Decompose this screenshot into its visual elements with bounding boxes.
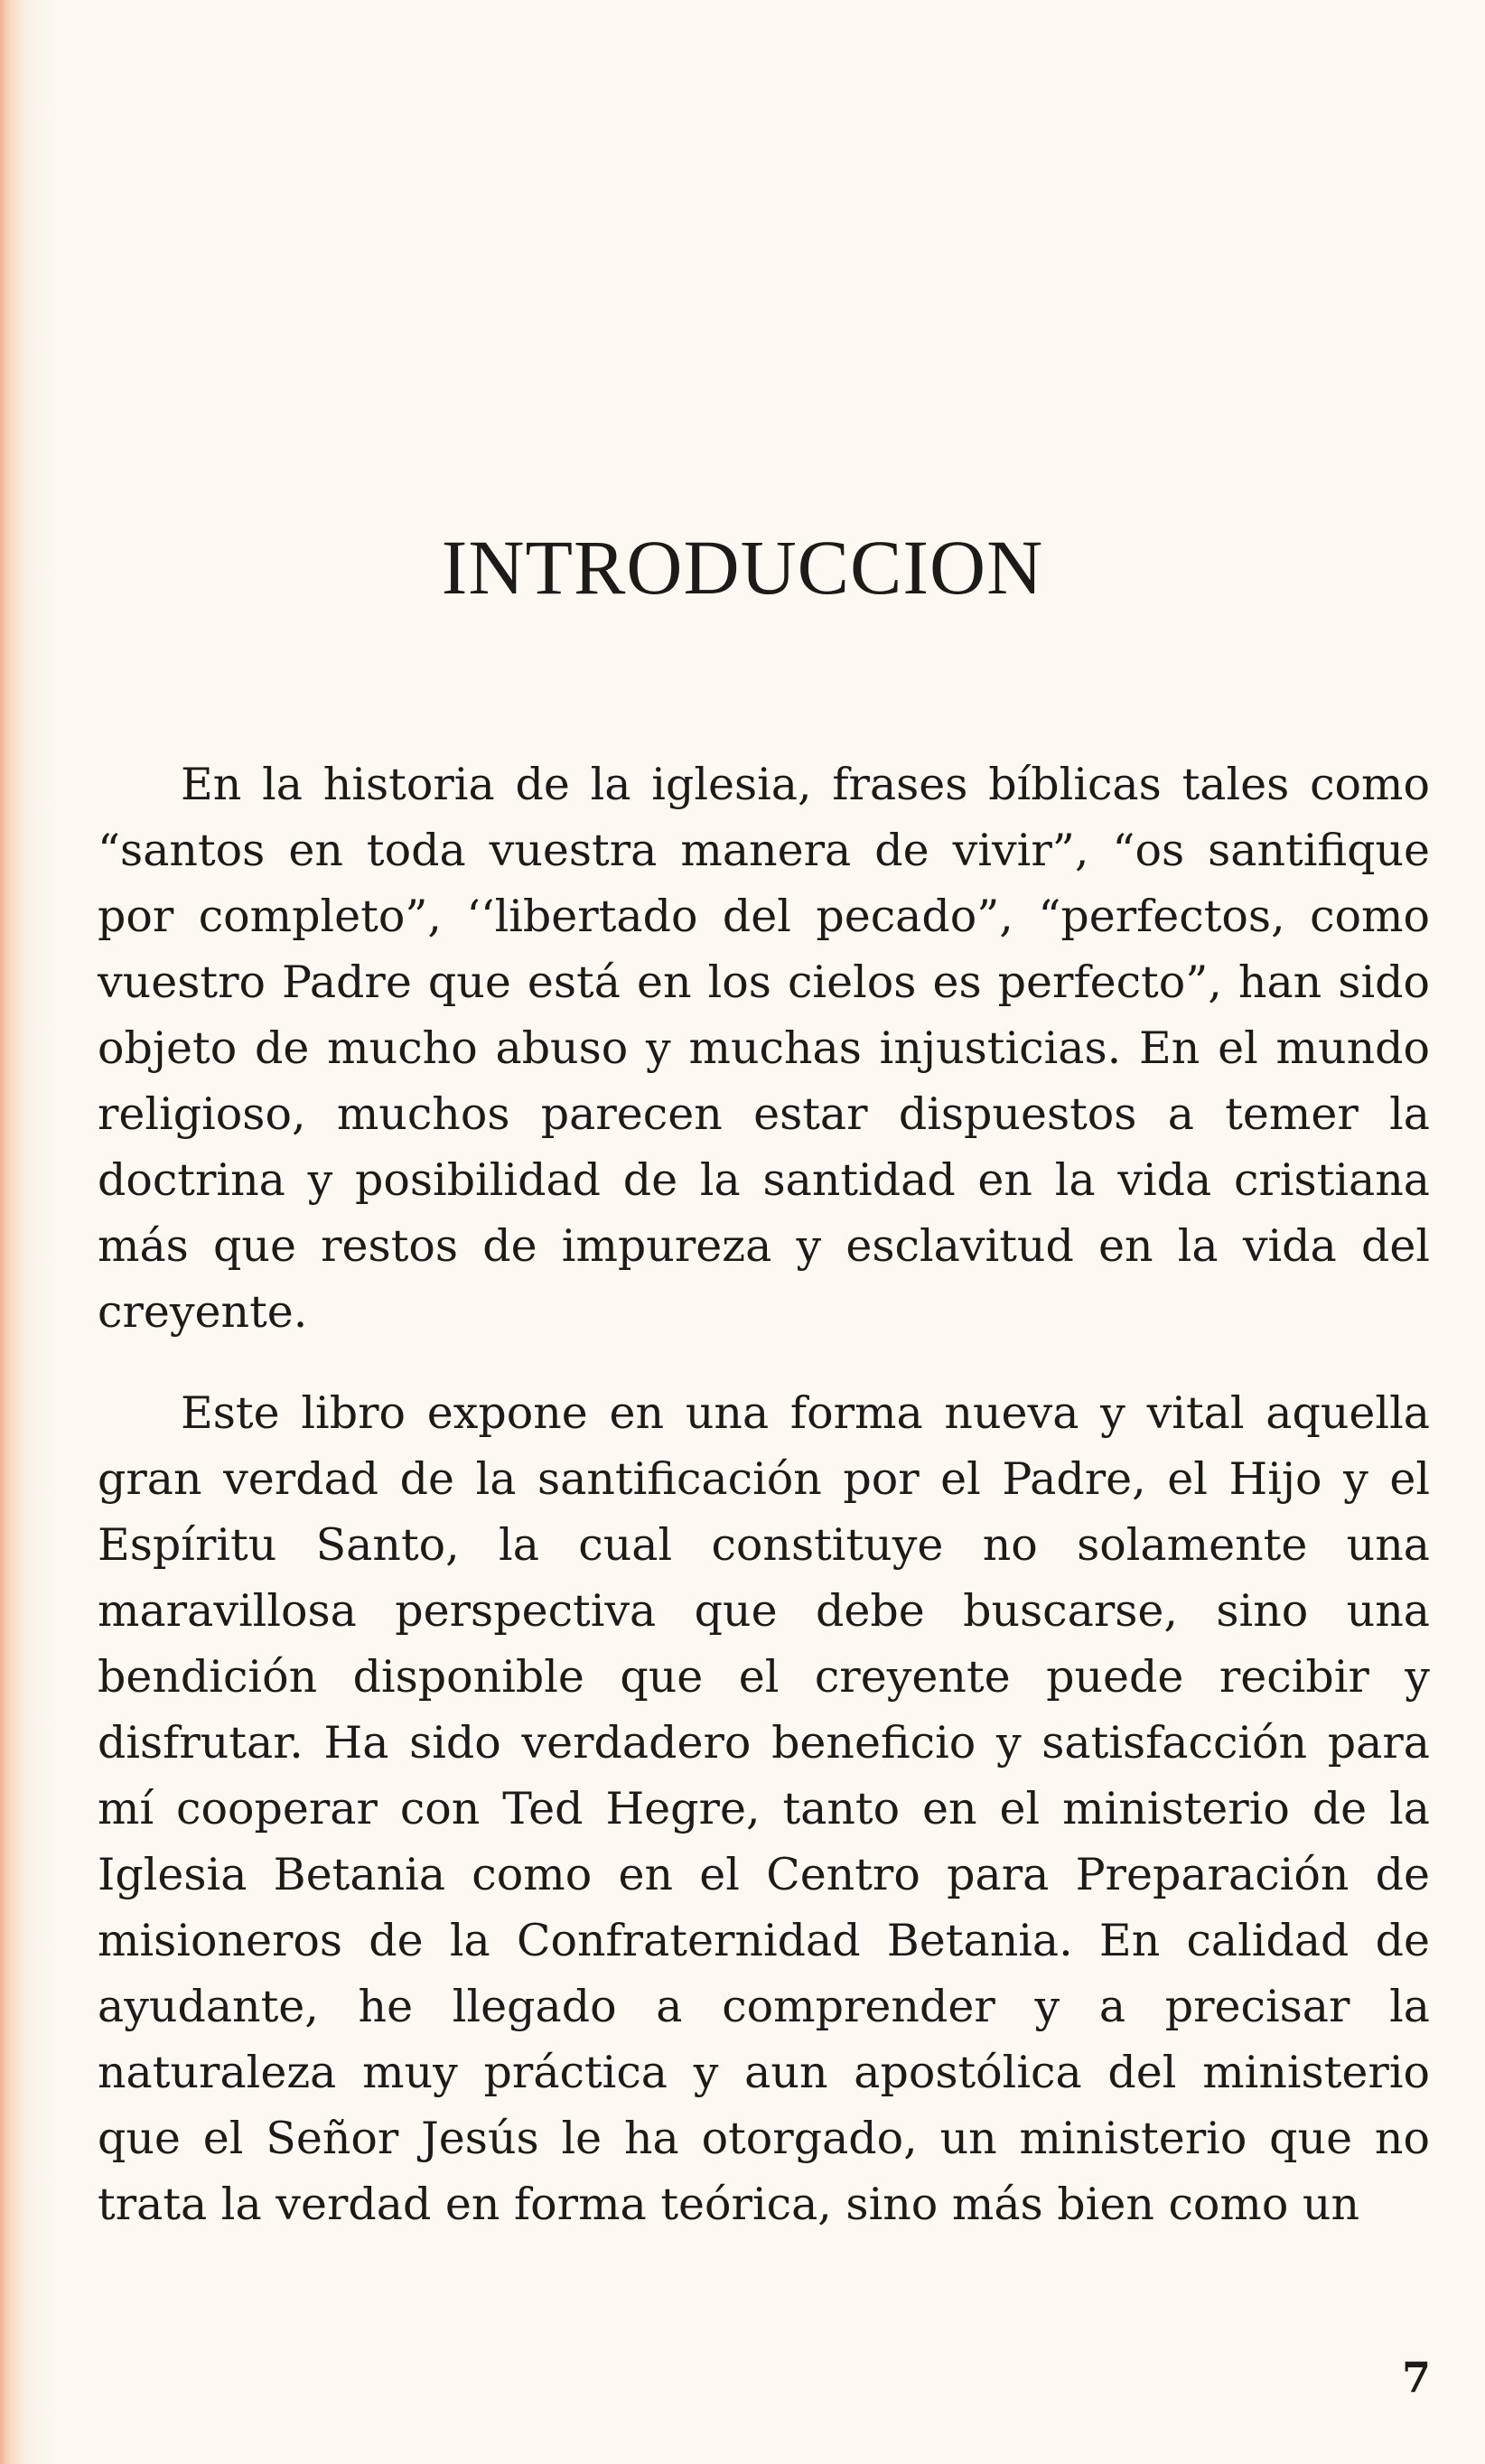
chapter-title: INTRODUCCION <box>441 524 1044 611</box>
page-number: 7 <box>1401 2353 1431 2402</box>
paragraph-2: Este libro expone en una forma nueva y vital aquella gran verdad de la santificación por el Padre, el Hijo y el Espíritu Santo, la cual constituye no solamente una maravillosa perspectiva que debe buscarse, sino una bendición disponible que el creyente puede recibir y disfrutar. Ha sido verdadero beneficio y satisfacción para mí cooperar con Ted Hegre, tanto en el ministerio de la Iglesia Betania como en el Centro para Preparación de misioneros de la Confraternidad Betania. En calidad de ayudante, he llegado a comprender y a precisar la naturaleza muy práctica y aun apostólica del ministerio que el Señor Jesús le ha otorgado, un ministerio que no trata la verdad en forma teórica, sino más bien como un <box>98 1387 1430 2230</box>
paragraph-1: En la historia de la iglesia, frases bíblicas tales como “santos en toda vuestra manera de vivir”, “os santifique por completo”, ‘‘libertado del pecado”, “perfectos, como vuestro Padre que está en los cielos es perfecto”, han sido objeto de mucho abuso y muchas injusticias. En el mundo religioso, muchos parecen estar dispuestos a temer la doctrina y posibilidad de la santidad en la vida cristiana más que restos de impureza y esclavitud en la vida del creyente. <box>98 759 1430 1338</box>
